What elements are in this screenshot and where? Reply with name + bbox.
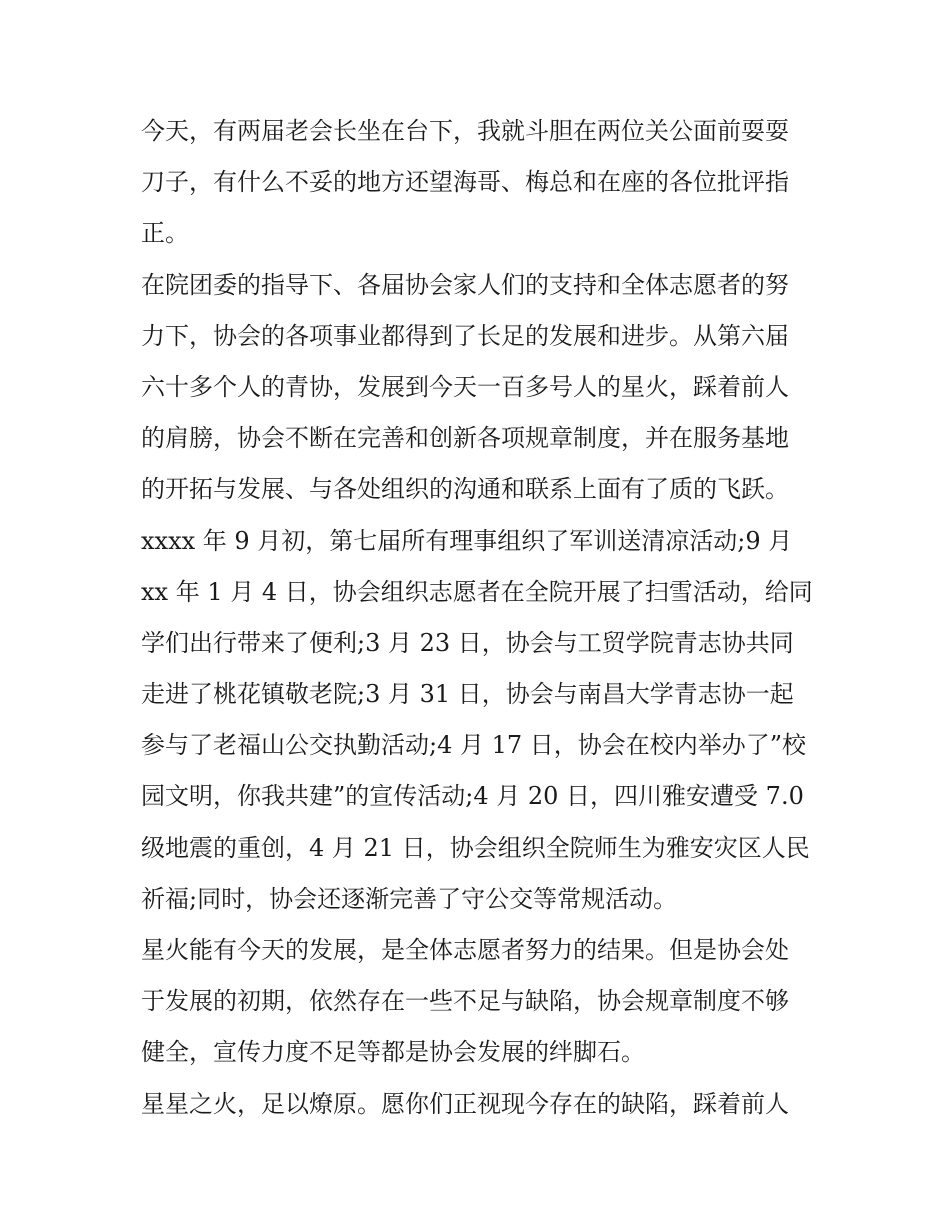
paragraph-opening: [141, 106, 821, 260]
text-line: 六十多个人的青协，发展到今天一百多号人的星火，踩着前人: [141, 372, 789, 401]
text-line: 健全，宣传力度不足等都是协会发展的绊脚石。: [141, 1038, 645, 1067]
text-line: 的开拓与发展、与各处组织的沟通和联系上面有了质的飞跃。: [141, 475, 789, 504]
text-line: 园文明，你我共建”的宣传活动;4 月 20 日，四川雅安遭受 7.0: [141, 782, 804, 811]
text-line: 刀子，有什么不妥的地方还望海哥、梅总和在座的各位批评指: [141, 168, 789, 197]
text-line: 祈福;同时，协会还逐渐完善了守公交等常规活动。: [141, 884, 678, 913]
document-body: [141, 106, 821, 1130]
text-line: 星星之火，足以燎原。愿你们正视现今存在的缺陷，踩着前人: [141, 1089, 789, 1118]
text-line: 力下，协会的各项事业都得到了长足的发展和进步。从第六届: [141, 321, 789, 350]
paragraph-development: [141, 260, 821, 516]
text-line: 走进了桃花镇敬老院;3 月 31 日，协会与南昌大学青志协一起: [141, 680, 794, 709]
paragraph-activities: [141, 516, 821, 926]
text-line: 的肩膀，协会不断在完善和创新各项规章制度，并在服务基地: [141, 424, 789, 453]
text-line: 在院团委的指导下、各届协会家人们的支持和全体志愿者的努: [141, 270, 789, 299]
text-line: xx 年 1 月 4 日，协会组织志愿者在全院开展了扫雪活动，给同: [141, 577, 813, 606]
text-line: 于发展的初期，依然存在一些不足与缺陷，协会规章制度不够: [141, 987, 789, 1016]
text-line: 今天，有两届老会长坐在台下，我就斗胆在两位关公面前耍耍: [141, 117, 789, 145]
paragraph-shortcomings: [141, 925, 821, 1079]
text-line: 正。: [141, 219, 189, 248]
text-line: 参与了老福山公交执勤活动;4 月 17 日，协会在校内举办了”校: [141, 731, 807, 760]
paragraph-closing: [141, 1079, 821, 1130]
text-line: 级地震的重创，4 月 21 日，协会组织全院师生为雅安灾区人民: [141, 833, 810, 862]
text-line: xxxx 年 9 月初，第七届所有理事组织了军训送清凉活动;9 月: [141, 526, 793, 555]
text-line: 星火能有今天的发展，是全体志愿者努力的结果。但是协会处: [141, 936, 789, 964]
text-line: 学们出行带来了便利;3 月 23 日，协会与工贸学院青志协共同: [141, 628, 794, 657]
